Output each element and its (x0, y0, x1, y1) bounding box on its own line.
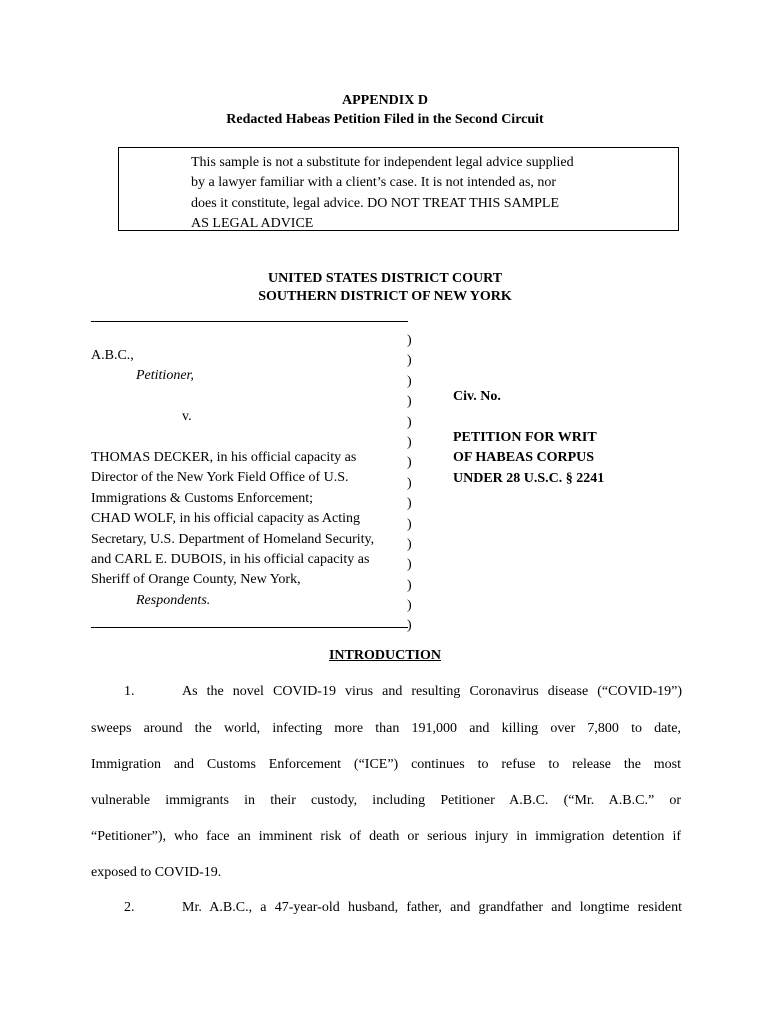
respondent-role: Respondents. (136, 592, 211, 608)
respondent-line: THOMAS DECKER, in his official capacity as (91, 450, 357, 465)
court-district: SOUTHERN DISTRICT OF NEW YORK (258, 289, 512, 304)
caption-top-rule (91, 321, 408, 322)
appendix-subtitle: Redacted Habeas Petition Filed in the Second Circuit (226, 112, 544, 127)
paren: ) (407, 536, 412, 552)
petition-title (453, 428, 604, 489)
paren: ) (407, 333, 412, 348)
paren: ) (407, 577, 412, 593)
paragraph-line: vulnerable immigrants in their custody, including Petitioner A.B.C. (“Mr. A.B.C.” or (91, 793, 681, 808)
paren: ) (407, 475, 412, 491)
paren: ) (407, 414, 412, 430)
petition-title-line: PETITION FOR WRIT (453, 430, 597, 445)
disclaimer-line: does it constitute, legal advice. DO NOT TREAT THIS SAMPLE (191, 195, 559, 211)
paren: ) (407, 373, 412, 389)
paren: ) (407, 455, 412, 471)
respondent-line: Sheriff of Orange County, New York, (91, 572, 301, 588)
disclaimer-line: by a lawyer familiar with a client’s case. It is not intended as, nor (191, 175, 557, 191)
appendix-title: APPENDIX D (342, 93, 428, 108)
paragraph-number: 2. (124, 900, 135, 915)
paren: ) (407, 434, 412, 450)
paren: ) (407, 516, 412, 532)
petition-title-line: UNDER 28 U.S.C. § 2241 (453, 470, 605, 486)
paren: ) (407, 394, 412, 410)
paragraph-number: 1. (124, 684, 135, 699)
paragraph-first-line: As the novel COVID-19 virus and resulting Coronavirus disease (“COVID-19”) (182, 684, 682, 699)
disclaimer-line: This sample is not a substitute for independent legal advice supplied (191, 155, 574, 170)
respondent-line: Secretary, U.S. Department of Homeland Security, (91, 531, 375, 547)
paren: ) (407, 353, 412, 369)
respondent-line: and CARL E. DUBOIS, in his official capacity as (91, 552, 370, 568)
paragraph-line: “Petitioner”), who face an imminent risk of death or serious injury in immigration detention if (91, 829, 681, 844)
civil-number: Civ. No. (453, 389, 501, 404)
versus: v. (182, 409, 192, 424)
disclaimer-text (191, 153, 631, 234)
respondent-line: CHAD WOLF, in his official capacity as Acting (91, 511, 360, 527)
petitioner-name: A.B.C., (91, 348, 134, 363)
disclaimer-line: AS LEGAL ADVICE (191, 215, 314, 231)
petition-title-line: OF HABEAS CORPUS (453, 450, 595, 466)
respondents-block (91, 448, 411, 611)
disclaimer-box (118, 147, 679, 231)
paragraph-body (91, 711, 681, 891)
court-name: UNITED STATES DISTRICT COURT (267, 271, 503, 286)
petitioner-role: Petitioner, (136, 368, 194, 383)
caption-bottom-rule (91, 627, 408, 628)
caption-paren-column (407, 331, 412, 637)
paren: ) (407, 496, 412, 512)
paren: ) (407, 557, 412, 573)
paren: ) (407, 618, 412, 634)
paren: ) (407, 598, 412, 614)
paragraph-line: exposed to COVID-19. (91, 865, 222, 880)
paragraph-line: Immigration and Customs Enforcement (“ICE”) continues to refuse to release the most (91, 757, 681, 772)
respondent-line: Director of the New York Field Office of U.S. (91, 470, 349, 486)
paragraph-first-line: Mr. A.B.C., a 47-year-old husband, father, and grandfather and longtime resident (182, 900, 682, 915)
paragraph-line: sweeps around the world, infecting more than 191,000 and killing over 7,800 to date, (91, 721, 681, 736)
respondent-line: Immigrations & Customs Enforcement; (91, 490, 314, 506)
section-heading: INTRODUCTION (328, 648, 441, 663)
